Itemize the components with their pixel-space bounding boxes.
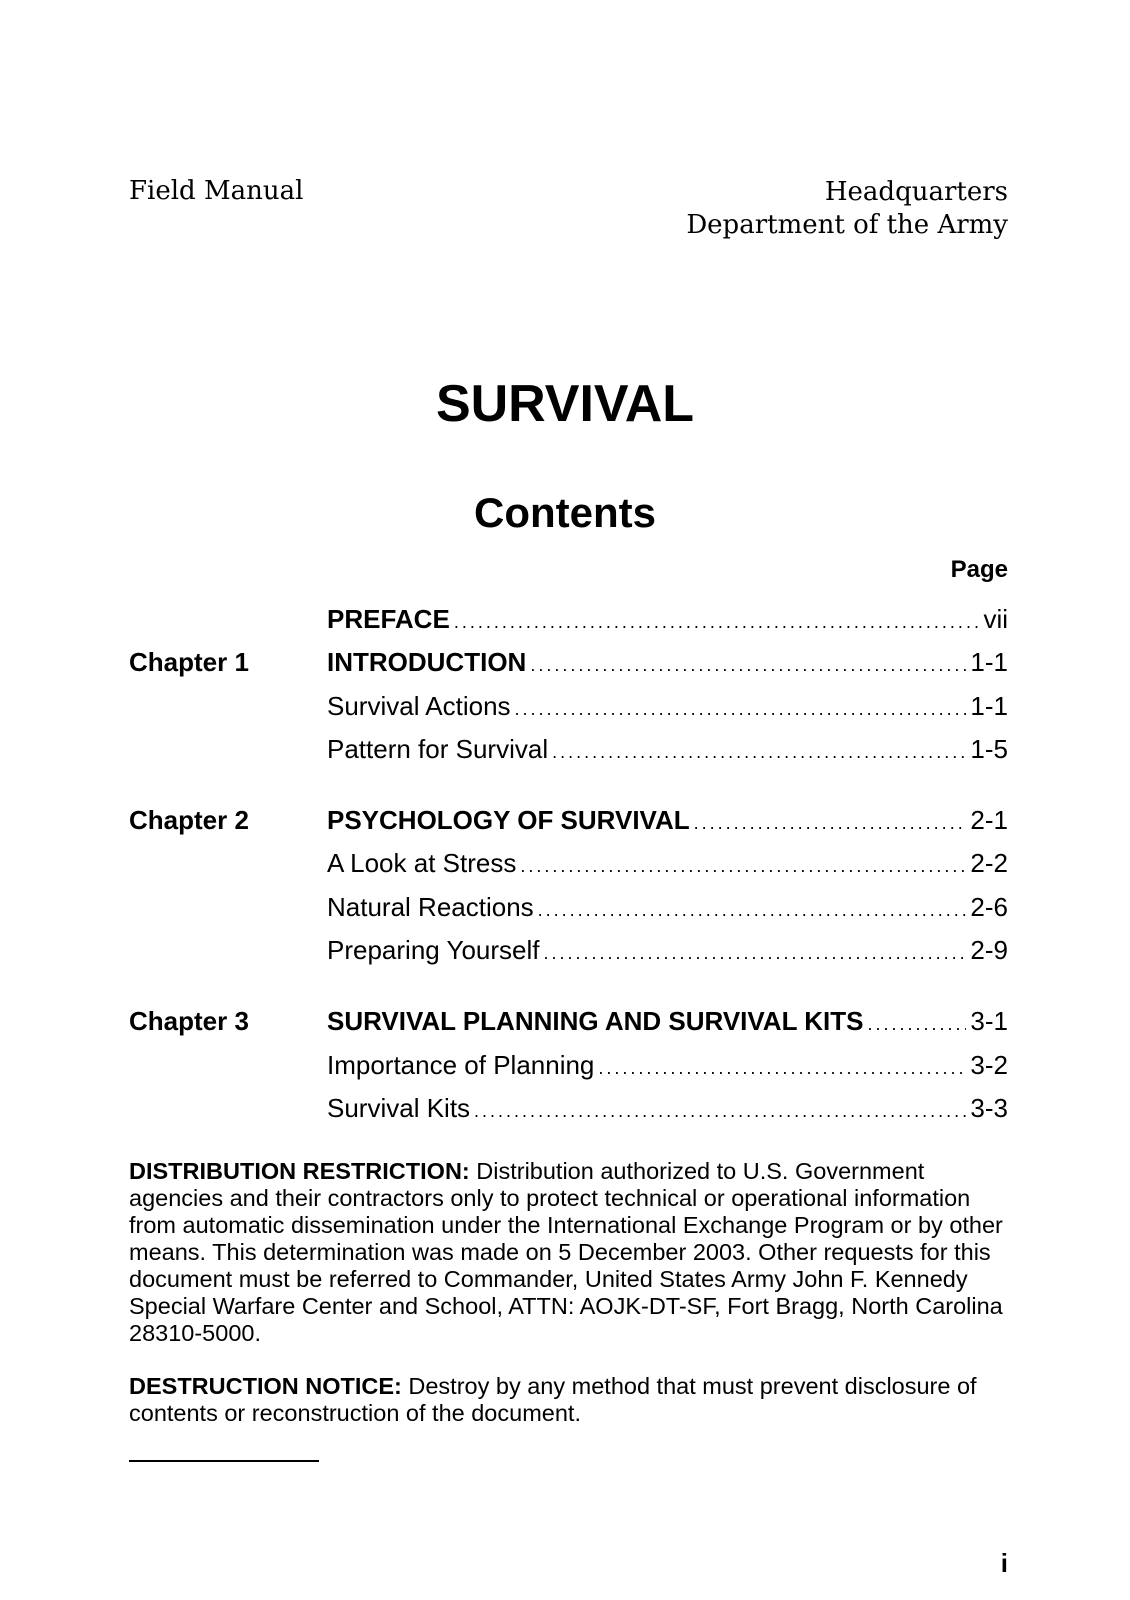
toc-row-section[interactable] [129,691,1008,725]
contents-heading: Contents [474,489,656,536]
toc-entry[interactable] [327,1050,1008,1081]
toc-entry[interactable] [327,1093,1008,1124]
toc-row-section[interactable] [129,734,1008,768]
toc-row-section[interactable] [129,1093,1008,1127]
dot-leader [520,848,966,879]
toc-page-number: 2-9 [970,935,1008,965]
dot-leader [474,1093,966,1124]
dot-leader [543,935,966,966]
toc-entry-label: Importance of Planning [327,1050,595,1080]
header-field-manual: Field Manual [129,176,304,206]
toc-page-number: 2-6 [970,892,1008,922]
toc-entry[interactable] [327,892,1008,923]
toc-row-chapter-3[interactable] [129,1006,1008,1040]
toc-entry[interactable] [327,691,1008,722]
toc-entry[interactable] [327,935,1008,966]
toc-entry[interactable] [327,1006,1008,1037]
header-issuer [686,176,1008,242]
footnote-separator [129,1460,319,1462]
toc-entry-label: Pattern for Survival [327,734,549,764]
distribution-restriction [129,1158,1009,1347]
toc-page-number: 2-1 [970,805,1008,835]
toc-row-section[interactable] [129,935,1008,969]
dot-leader [530,647,966,678]
toc-entry[interactable] [327,805,1008,836]
dot-leader [538,892,967,923]
dot-leader [515,691,967,722]
toc-page-number: 3-1 [970,1006,1008,1036]
toc-entry-label: PREFACE [327,604,450,634]
page-number: i [1000,1548,1008,1578]
toc-entry-label: INTRODUCTION [327,647,527,677]
toc-page-number: 3-2 [970,1050,1008,1080]
toc-entry[interactable] [327,734,1008,765]
dot-leader [454,604,980,635]
toc-row-chapter-2[interactable] [129,805,1008,839]
document-title: SURVIVAL [435,375,695,433]
toc-entry[interactable] [327,647,1008,678]
toc-page-number: 3-3 [970,1093,1008,1123]
chapter-label: Chapter 3 [129,1006,249,1036]
toc-page-number: 1-1 [970,647,1008,677]
dot-leader [694,805,967,836]
toc-entry-label: PSYCHOLOGY OF SURVIVAL [327,805,690,835]
chapter-label: Chapter 2 [129,805,249,835]
dot-leader [552,734,966,765]
toc-page-number: 1-5 [970,734,1008,764]
chapter-label: Chapter 1 [129,647,249,677]
destruction-notice-text: Destroy by any method that must prevent disclosure of contents or reconstruction of the document. [129,1373,977,1426]
toc-entry[interactable] [327,848,1008,879]
toc-entry-label: Natural Reactions [327,892,534,922]
toc-entry-label: Preparing Yourself [327,935,540,965]
destruction-notice [129,1373,1009,1427]
toc-entry[interactable] [327,604,1008,635]
toc-entry-label: Survival Kits [327,1093,471,1123]
dot-leader [867,1006,966,1037]
toc-entry-label: Survival Actions [327,691,511,721]
toc-row-chapter-1[interactable] [129,647,1008,681]
toc-entry-label: SURVIVAL PLANNING AND SURVIVAL KITS [327,1006,864,1036]
toc-row-preface[interactable] [129,604,1008,638]
toc-entry-label: A Look at Stress [327,848,517,878]
toc-row-section[interactable] [129,848,1008,882]
destruction-notice-heading: DESTRUCTION NOTICE: [129,1373,402,1399]
toc-page-number: vii [983,604,1008,634]
header-department: Department of the Army [686,210,1008,240]
toc-page-number: 1-1 [970,691,1008,721]
page-column-label: Page [950,556,1008,583]
distribution-restriction-heading: DISTRIBUTION RESTRICTION: [129,1158,470,1184]
toc-page-number: 2-2 [970,848,1008,878]
toc-row-section[interactable] [129,892,1008,926]
dot-leader [598,1050,966,1081]
header-headquarters: Headquarters [824,177,1008,207]
distribution-restriction-text: Distribution authorized to U.S. Government agencies and their contractors only to protect technical or operational information from automatic dissemination under the International Exchange Program or by other means. This determination was made on 5 December 2003. Other requests for this document must be referred to Commander, United States Army John F. Kennedy Special Warfare Center and School, ATTN: AOJK-DT-SF, Fort Bragg, North Carolina 28310-5000. [129,1158,1003,1346]
toc-row-section[interactable] [129,1050,1008,1084]
